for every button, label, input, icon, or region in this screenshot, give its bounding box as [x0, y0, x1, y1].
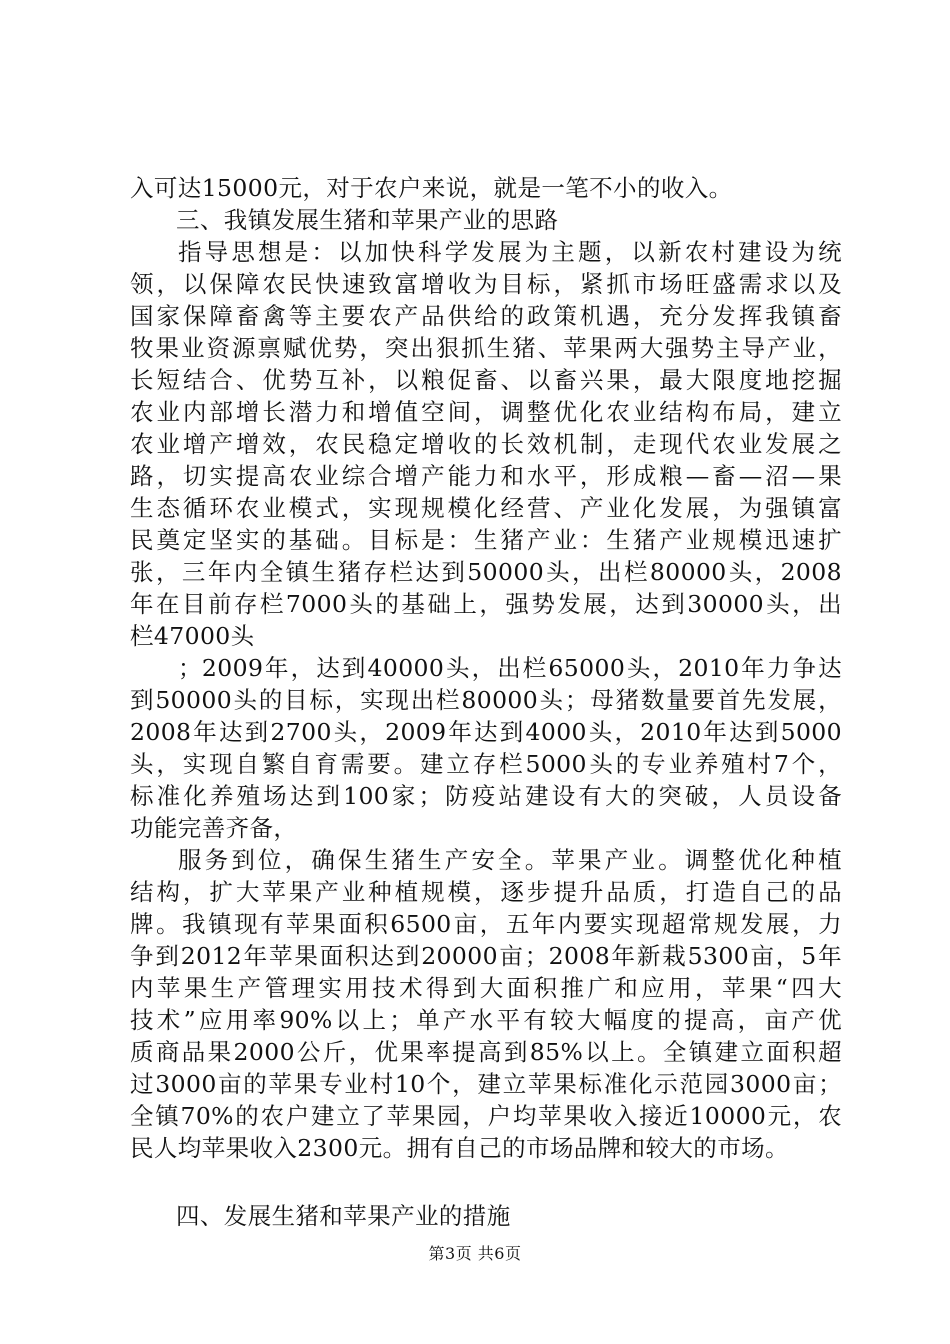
text-line: 内苹果生产管理实用技术得到大面积推广和应用，苹果“四大: [130, 974, 842, 1002]
text-line: 2008年达到2700头，2009年达到4000头，2010年达到5000: [130, 718, 842, 746]
text-line: 民人均苹果收入2300元。拥有自己的市场品牌和较大的市场。: [130, 1134, 789, 1162]
text-line: 功能完善齐备，: [130, 814, 298, 842]
text-line: 争到2012年苹果面积达到20000亩；2008年新栽5300亩，5年: [130, 942, 842, 970]
text-line: 过3000亩的苹果专业村10个，建立苹果标准化示范园3000亩；: [130, 1070, 842, 1098]
text-line: ；2009年，达到40000头，出栏65000头，2010年力争达: [178, 654, 842, 682]
section-heading: 三、我镇发展生猪和苹果产业的思路: [176, 206, 559, 234]
text-line: 民奠定坚实的基础。目标是：生猪产业：生猪产业规模迅速扩: [130, 526, 842, 554]
text-line: 农业增产增效，农民稳定增收的长效机制，走现代农业发展之: [130, 430, 842, 458]
section-heading: 四、发展生猪和苹果产业的措施: [176, 1202, 511, 1230]
text-line: 标准化养殖场达到100家；防疫站建设有大的突破，人员设备: [130, 782, 842, 810]
text-line: 农业内部增长潜力和增值空间，调整优化农业结构布局，建立: [130, 398, 842, 426]
text-line: 国家保障畜禽等主要农产品供给的政策机遇，充分发挥我镇畜: [130, 302, 842, 330]
text-line: 入可达15000元，对于农户来说，就是一笔不小的收入。: [130, 174, 733, 202]
text-line: 牧果业资源禀赋优势，突出狠抓生猪、苹果两大强势主导产业，: [130, 334, 842, 362]
text-line: 领，以保障农民快速致富增收为目标，紧抓市场旺盛需求以及: [130, 270, 842, 298]
text-line: 技术”应用率90%以上；单产水平有较大幅度的提高，亩产优: [130, 1006, 842, 1034]
text-line: 年在目前存栏7000头的基础上，强势发展，达到30000头，出: [130, 590, 842, 618]
text-line: 长短结合、优势互补，以粮促畜、以畜兴果，最大限度地挖掘: [130, 366, 842, 394]
text-line: 到50000头的目标，实现出栏80000头；母猪数量要首先发展，: [130, 686, 842, 714]
text-line: 全镇70%的农户建立了苹果园，户均苹果收入接近10000元，农: [130, 1102, 842, 1130]
text-line: 路，切实提高农业综合增产能力和水平，形成粮—畜—沼—果: [130, 462, 842, 490]
text-line: 栏47000头: [130, 622, 255, 650]
text-line: 头，实现自繁自育需要。建立存栏5000头的专业养殖村7个，: [130, 750, 842, 778]
text-line: 服务到位，确保生猪生产安全。苹果产业。调整优化种植: [178, 846, 842, 874]
text-line: 生态循环农业模式，实现规模化经营、产业化发展，为强镇富: [130, 494, 842, 522]
text-line: 质商品果2000公斤，优果率提高到85%以上。全镇建立面积超: [130, 1038, 842, 1066]
text-line: 指导思想是：以加快科学发展为主题，以新农村建设为统: [178, 238, 842, 266]
text-line: 结构，扩大苹果产业种植规模，逐步提升品质，打造自己的品: [130, 878, 842, 906]
text-line: 牌。我镇现有苹果面积6500亩，五年内要实现超常规发展，力: [130, 910, 842, 938]
text-line: 张，三年内全镇生猪存栏达到50000头，出栏80000头，2008: [130, 558, 842, 586]
page-number: 第3页 共6页: [428, 1244, 522, 1263]
